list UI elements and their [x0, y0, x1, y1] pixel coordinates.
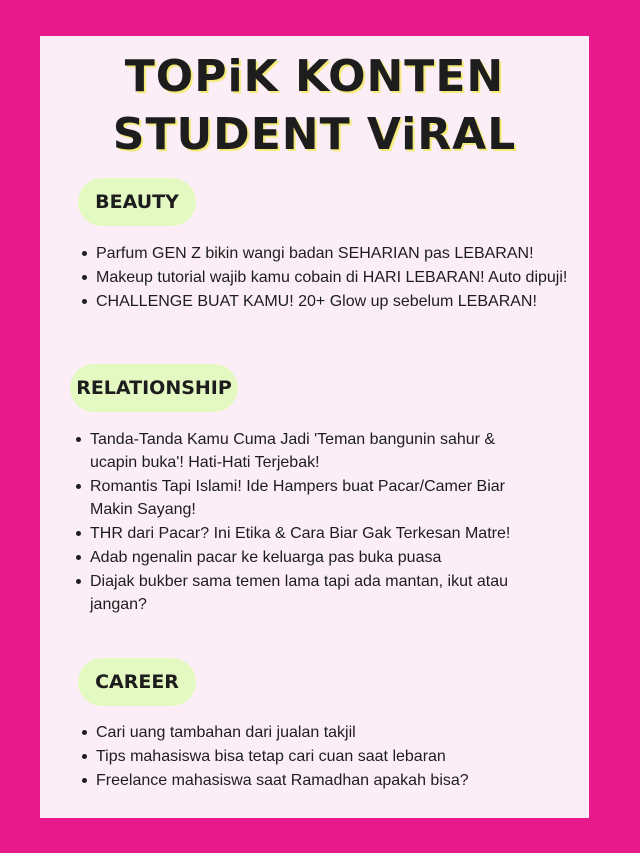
title-line-2: STUDENT ViRAL — [112, 109, 517, 160]
title-line-1: TOPiK KONTEN — [124, 51, 505, 102]
list-item: Freelance mahasiswa saat Ramadhan apakah bisa? — [82, 769, 582, 792]
career-list — [82, 721, 582, 792]
list-item: Tips mahasiswa bisa tetap cari cuan saat lebaran — [82, 745, 582, 768]
relationship-list — [76, 428, 536, 616]
list-item: Cari uang tambahan dari jualan takjil — [82, 721, 582, 744]
list-item: Adab ngenalin pacar ke keluarga pas buka puasa — [76, 546, 536, 569]
section-badge-beauty: BEAUTY — [78, 178, 196, 226]
list-item: THR dari Pacar? Ini Etika & Cara Biar Gak Terkesan Matre! — [76, 522, 536, 545]
section-badge-career: CAREER — [78, 658, 196, 706]
list-item: Makeup tutorial wajib kamu cobain di HARI LEBARAN! Auto dipuji! — [82, 266, 582, 289]
list-item: Diajak bukber sama temen lama tapi ada mantan, ikut atau jangan? — [76, 570, 536, 616]
list-item: CHALLENGE BUAT KAMU! 20+ Glow up sebelum LEBARAN! — [82, 290, 582, 313]
beauty-list — [82, 242, 582, 313]
list-item: Romantis Tapi Islami! Ide Hampers buat Pacar/Camer Biar Makin Sayang! — [76, 475, 536, 521]
section-badge-relationship: RELATIONSHIP — [70, 364, 238, 412]
list-item: Tanda-Tanda Kamu Cuma Jadi 'Teman bangunin sahur & ucapin buka'! Hati-Hati Terjebak! — [76, 428, 536, 474]
list-item: Parfum GEN Z bikin wangi badan SEHARIAN pas LEBARAN! — [82, 242, 582, 265]
content-card — [40, 36, 589, 818]
